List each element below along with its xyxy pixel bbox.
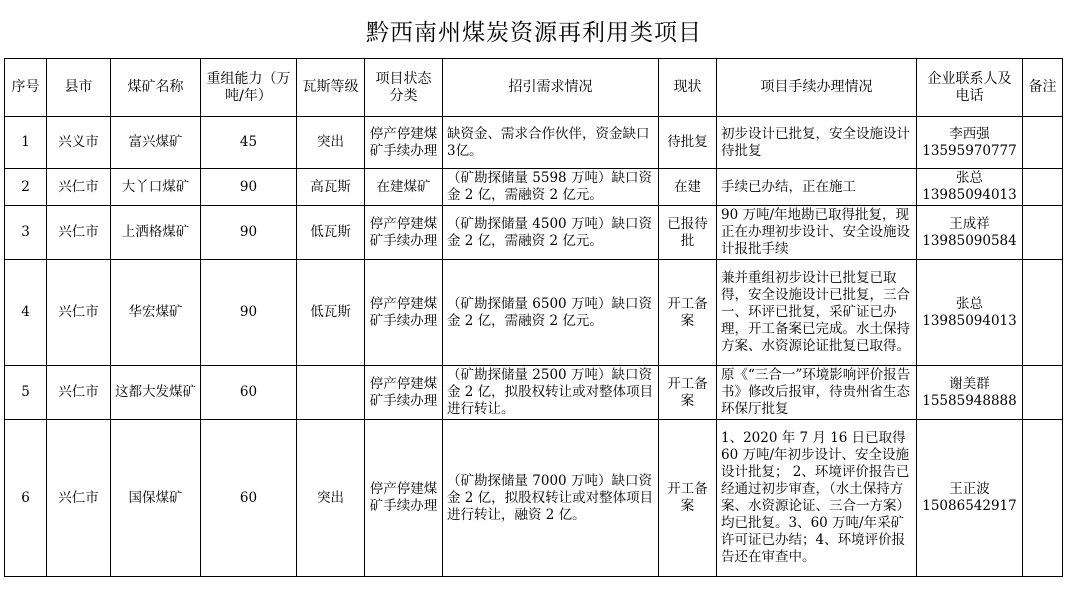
cell-procedures: 兼并重组初步设计已批复已取得，安全设施设计已批复，三合一、环评已批复，采矿证已办理，开工备案已完成。水土保持方案、水资源论证批复已取得。 bbox=[717, 260, 917, 366]
contact-name: 张总 bbox=[956, 170, 983, 186]
cell-county: 兴仁市 bbox=[47, 206, 111, 260]
cell-procedures: 90 万吨/年地勘已取得批复，现正在办理初步设计、安全设施设计报批手续 bbox=[717, 206, 917, 260]
cell-contact bbox=[917, 169, 1023, 206]
contact-phone: 15086542917 bbox=[922, 498, 1017, 514]
cell-capacity: 60 bbox=[201, 420, 297, 577]
cell-status: 停产停建煤矿手续办理 bbox=[365, 206, 443, 260]
cell-status: 停产停建煤矿手续办理 bbox=[365, 117, 443, 169]
cell-contact bbox=[917, 206, 1023, 260]
cell-procedures: 1、2020 年 7 月 16 日已取得 60 万吨/年初步设计、安全设施设计批复； 2、环境评价报告已经通过初步审查，（水土保持方案、水资源论证、三合一方案）均已批复。3、60 万吨/年采矿许可证已办结；4、环境评价报告还在审查中。 bbox=[717, 420, 917, 577]
cell-demand: 缺资金、需求合作伙伴，资金缺口3亿。 bbox=[443, 117, 659, 169]
contact-name: 王正波 bbox=[949, 481, 990, 497]
cell-demand: （矿勘探储量 7000 万吨）缺口资金 2 亿，拟股权转让或对整体项目进行转让，融资 2 亿。 bbox=[443, 420, 659, 577]
contact-phone: 15585948888 bbox=[922, 392, 1017, 409]
cell-procedures: 初步设计已批复，安全设施设计待批复 bbox=[717, 117, 917, 169]
cell-gas bbox=[297, 366, 365, 420]
table-row bbox=[5, 117, 1063, 169]
cell-gas: 突出 bbox=[297, 420, 365, 577]
cell-gas: 高瓦斯 bbox=[297, 169, 365, 206]
cell-demand: （矿勘探储量 6500 万吨）缺口资金 2 亿，需融资 2 亿元。 bbox=[443, 260, 659, 366]
cell-current: 开工备案 bbox=[659, 260, 717, 366]
contact-phone: 13595970777 bbox=[922, 142, 1017, 159]
header-gas: 瓦斯等级 bbox=[297, 59, 365, 117]
cell-current: 已报待批 bbox=[659, 206, 717, 260]
cell-current: 开工备案 bbox=[659, 366, 717, 420]
header-current: 现状 bbox=[659, 59, 717, 117]
header-capacity: 重组能力（万吨/年） bbox=[201, 59, 297, 117]
cell-county: 兴仁市 bbox=[47, 260, 111, 366]
cell-gas: 突出 bbox=[297, 117, 365, 169]
table-row bbox=[5, 169, 1063, 206]
cell-mine: 华宏煤矿 bbox=[111, 260, 201, 366]
cell-capacity: 90 bbox=[201, 260, 297, 366]
cell-current: 待批复 bbox=[659, 117, 717, 169]
cell-contact bbox=[917, 117, 1023, 169]
cell-current: 在建 bbox=[659, 169, 717, 206]
cell-no: 5 bbox=[5, 366, 47, 420]
cell-contact bbox=[917, 420, 1023, 577]
cell-note bbox=[1023, 206, 1063, 260]
header-row bbox=[5, 59, 1063, 117]
cell-demand: （矿勘探储量 5598 万吨）缺口资金 2 亿，需融资 2 亿元。 bbox=[443, 169, 659, 206]
cell-capacity: 45 bbox=[201, 117, 297, 169]
cell-note bbox=[1023, 420, 1063, 577]
table-row bbox=[5, 420, 1063, 577]
cell-contact bbox=[917, 260, 1023, 366]
table-row bbox=[5, 366, 1063, 420]
header-no: 序号 bbox=[5, 59, 47, 117]
header-note: 备注 bbox=[1023, 59, 1063, 117]
cell-county: 兴仁市 bbox=[47, 169, 111, 206]
cell-status: 停产停建煤矿手续办理 bbox=[365, 366, 443, 420]
contact-name: 李西强 bbox=[949, 125, 990, 142]
cell-no: 4 bbox=[5, 260, 47, 366]
document-title: 黔西南州煤炭资源再利用类项目 bbox=[366, 20, 702, 46]
cell-note bbox=[1023, 260, 1063, 366]
table-row bbox=[5, 206, 1063, 260]
cell-contact bbox=[917, 366, 1023, 420]
cell-gas: 低瓦斯 bbox=[297, 260, 365, 366]
header-procedures: 项目手续办理情况 bbox=[717, 59, 917, 117]
cell-procedures: 手续已办结，正在施工 bbox=[717, 169, 917, 206]
cell-note bbox=[1023, 169, 1063, 206]
header-demand: 招引需求情况 bbox=[443, 59, 659, 117]
cell-mine: 这都大发煤矿 bbox=[111, 366, 201, 420]
cell-county: 兴义市 bbox=[47, 117, 111, 169]
contact-phone: 13985094013 bbox=[922, 312, 1017, 329]
cell-capacity: 90 bbox=[201, 206, 297, 260]
contact-phone: 13985090584 bbox=[922, 232, 1017, 249]
cell-status: 停产停建煤矿手续办理 bbox=[365, 260, 443, 366]
cell-capacity: 60 bbox=[201, 366, 297, 420]
cell-demand: （矿勘探储量 2500 万吨）缺口资金 2 亿，拟股权转让或对整体项目进行转让。 bbox=[443, 366, 659, 420]
contact-phone: 13985094013 bbox=[922, 187, 1017, 203]
table-row bbox=[5, 260, 1063, 366]
cell-gas: 低瓦斯 bbox=[297, 206, 365, 260]
cell-note bbox=[1023, 117, 1063, 169]
cell-status: 在建煤矿 bbox=[365, 169, 443, 206]
cell-no: 2 bbox=[5, 169, 47, 206]
cell-county: 兴仁市 bbox=[47, 366, 111, 420]
cell-county: 兴仁市 bbox=[47, 420, 111, 577]
cell-no: 3 bbox=[5, 206, 47, 260]
cell-status: 停产停建煤矿手续办理 bbox=[365, 420, 443, 577]
header-status: 项目状态分类 bbox=[365, 59, 443, 117]
cell-mine: 富兴煤矿 bbox=[111, 117, 201, 169]
cell-no: 6 bbox=[5, 420, 47, 577]
cell-demand: （矿勘探储量 4500 万吨）缺口资金 2 亿，需融资 2 亿元。 bbox=[443, 206, 659, 260]
cell-no: 1 bbox=[5, 117, 47, 169]
contact-name: 谢美群 bbox=[949, 375, 990, 392]
header-county: 县市 bbox=[47, 59, 111, 117]
header-mine: 煤矿名称 bbox=[111, 59, 201, 117]
header-contact: 企业联系人及电话 bbox=[917, 59, 1023, 117]
project-table bbox=[4, 58, 1063, 577]
cell-mine: 国保煤矿 bbox=[111, 420, 201, 577]
cell-mine: 上洒格煤矿 bbox=[111, 206, 201, 260]
cell-procedures: 原《“三合一”环境影响评价报告书》修改后报审，待贵州省生态环保厅批复 bbox=[717, 366, 917, 420]
cell-current: 开工备案 bbox=[659, 420, 717, 577]
cell-mine: 大丫口煤矿 bbox=[111, 169, 201, 206]
cell-capacity: 90 bbox=[201, 169, 297, 206]
contact-name: 王成祥 bbox=[949, 215, 990, 232]
cell-note bbox=[1023, 366, 1063, 420]
contact-name: 张总 bbox=[956, 295, 983, 312]
